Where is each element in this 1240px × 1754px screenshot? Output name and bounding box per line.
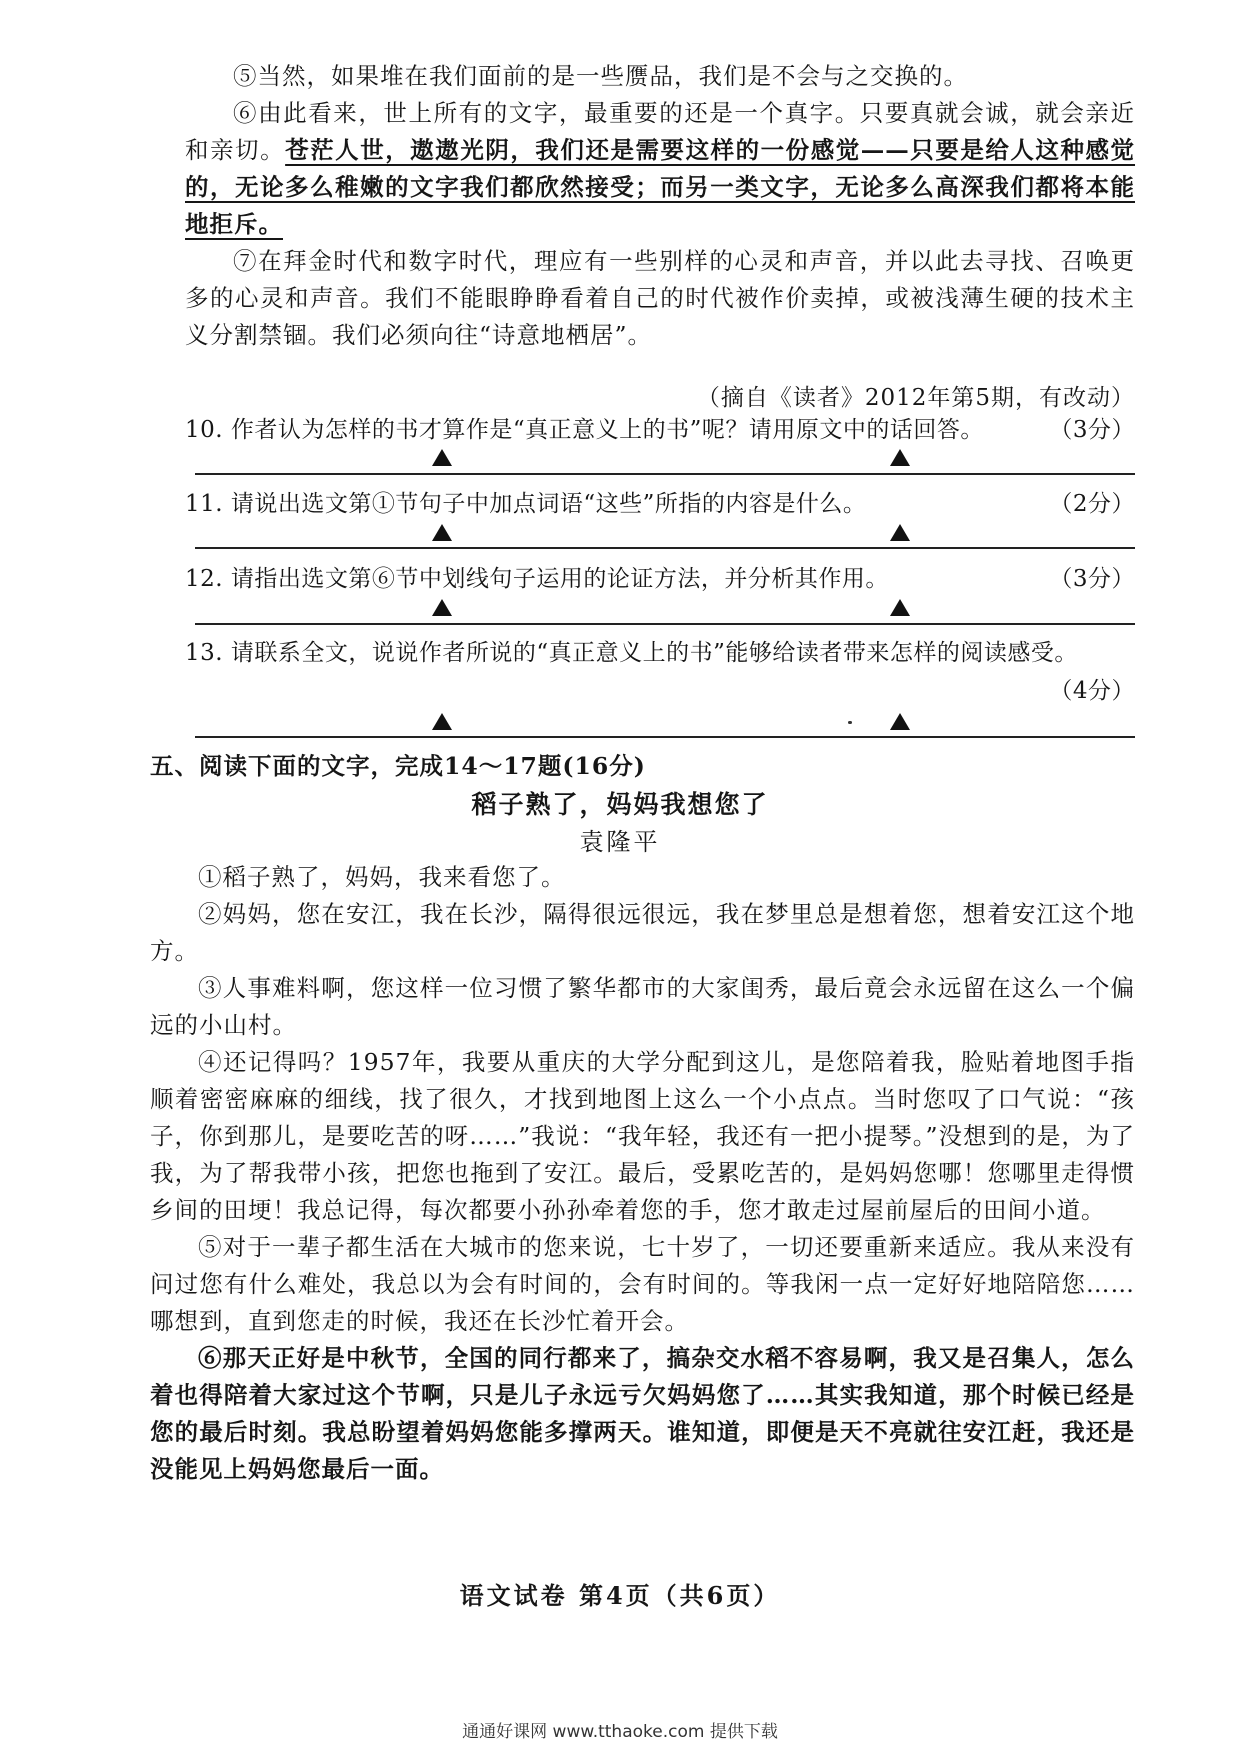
answer-marker-triangle [432,449,452,466]
source-citation: （摘自《读者》2012年第5期，有改动） [696,385,1135,411]
question-11-text: 11. 请说出选文第①节句子中加点词语“这些”所指的内容是什么。 [185,491,867,517]
download-watermark: 通通好课网 www.tthaoke.com 提供下载 [462,1722,778,1742]
page-footer: 语文试卷 第4页（共6页） [459,1581,781,1610]
answer-marker-triangle [432,524,452,541]
question-12-score: （3分） [1049,566,1135,592]
question-13-score-line [185,672,1135,705]
paragraph-5: ⑤当然，如果堆在我们面前的是一些赝品，我们是不会与之交换的。 [233,62,968,90]
passage-continuation [185,58,1135,354]
question-11 [185,485,1135,518]
question-10 [185,411,1135,444]
question-12 [185,560,1135,593]
scan-speck [848,721,852,724]
article-paragraph: ⑥那天正好是中秋节，全国的同行都来了，搞杂交水稻不容易啊，我又是召集人，怎么着也得陪着大家过这个节啊，只是儿子永远亏欠妈妈您了……其实我知道，那个时候已经是您的最后时刻。我总盼望着妈妈您能多撑两天。谁知道，即便是天不亮就往安江赶，我还是没能见上妈妈您最后一面。 [150,1344,1135,1483]
section-5-heading: 五、阅读下面的文字，完成14～17题(16分) [150,752,646,780]
paragraph-6 [185,95,1135,243]
article-paragraph: ①稻子熟了，妈妈，我来看您了。 [198,863,566,891]
answer-marker-triangle [432,599,452,616]
answer-marker-triangle [432,713,452,730]
question-11-score: （2分） [1049,491,1135,517]
article-body [150,859,1135,1488]
question-10-score: （3分） [1049,417,1135,443]
answer-marker-triangle [890,524,910,541]
answer-line[interactable] [195,736,1135,738]
article-author: 袁隆平 [579,828,661,856]
article-paragraph: ④还记得吗？1957年，我要从重庆的大学分配到这儿，是您陪着我，脸贴着地图手指顺着密密麻麻的细线，找了很久，才找到地图上这么一个小点点。当时您叹了口气说：“孩子，你到那儿，是要吃苦的呀……”我说：“我年轻，我还有一把小提琴。”没想到的是，为了我，为了帮我带小孩，把您也拖到了安江。最后，受累吃苦的，是妈妈您哪！您哪里走得惯乡间的田埂！我总记得，每次都要小孙孙牵着您的手，您才敢走过屋前屋后的田间小道。 [150,1048,1135,1224]
answer-line[interactable] [195,623,1135,625]
question-13 [185,634,1135,667]
paragraph-6-start: ⑥由此看来，世上所有的文字，最重要的还是一个真字。只要真就会诚，就会亲近和亲切。 [185,99,1135,164]
paragraph-6-underlined-sentence: 苍茫人世，遨遨光阴，我们还是需要这样的一份感觉——只要是给人这种感觉的，无论多么稚嫩的文字我们都欣然接受；而另一类文字，无论多么高深我们都将本能地拒斥。 [185,136,1136,238]
answer-line[interactable] [195,547,1135,549]
question-10-text: 10. 作者认为怎样的书才算作是“真正意义上的书”呢？请用原文中的话回答。 [185,417,984,443]
article-paragraph: ③人事难料啊，您这样一位习惯了繁华都市的大家闺秀，最后竟会永远留在这么一个偏远的小山村。 [150,974,1135,1039]
paragraph-7: ⑦在拜金时代和数字时代，理应有一些别样的心灵和声音，并以此去寻找、召唤更多的心灵和声音。我们不能眼睁睁看着自己的时代被作价卖掉，或被浅薄生硬的技术主义分割禁锢。我们必须向往“诗意地栖居”。 [185,247,1135,349]
answer-marker-triangle [890,449,910,466]
article-title: 稻子熟了，妈妈我想您了 [471,790,769,819]
answer-marker-triangle [890,599,910,616]
question-13-score: （4分） [1049,678,1135,704]
question-12-text: 12. 请指出选文第⑥节中划线句子运用的论证方法，并分析其作用。 [185,566,889,592]
question-13-text: 13. 请联系全文，说说作者所说的“真正意义上的书”能够给读者带来怎样的阅读感受。 [185,640,1078,666]
article-paragraph: ②妈妈，您在安江，我在长沙，隔得很远很远，我在梦里总是想着您，想着安江这个地方。 [150,900,1135,965]
article-paragraph: ⑤对于一辈子都生活在大城市的您来说，七十岁了，一切还要重新来适应。我从来没有问过您有什么难处，我总以为会有时间的，会有时间的。等我闲一点一定好好地陪陪您……哪想到，直到您走的时候，我还在长沙忙着开会。 [150,1233,1135,1335]
answer-marker-triangle [890,713,910,730]
answer-line[interactable] [195,473,1135,475]
